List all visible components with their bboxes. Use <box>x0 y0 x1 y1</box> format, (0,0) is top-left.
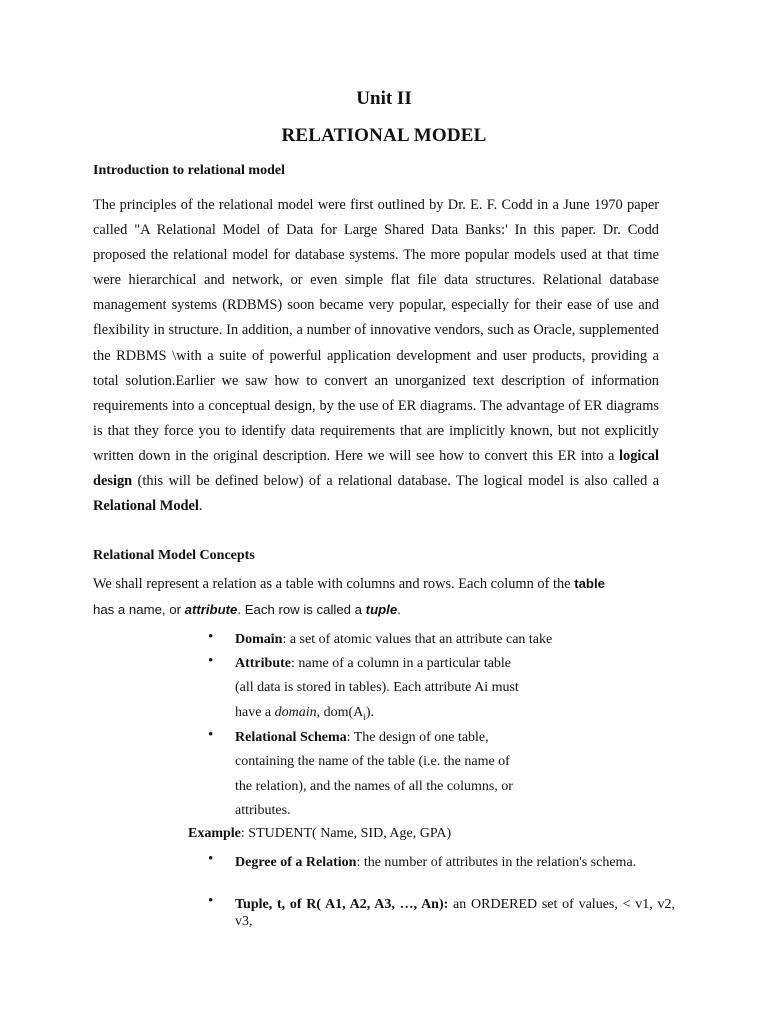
example-line: Example: STUDENT( Name, SID, Age, GPA) <box>188 826 452 841</box>
logical-design-term: logical design <box>93 447 659 490</box>
table-term: table <box>574 576 605 591</box>
tuple-term: tuple <box>365 602 398 617</box>
relational-model-term: Relational Model <box>93 498 199 515</box>
bullet-icon: • <box>208 653 214 669</box>
concepts-heading: Relational Model Concepts <box>93 548 255 563</box>
attribute-term: attribute <box>184 602 238 617</box>
concepts-text-4: . <box>397 602 401 617</box>
list-item-degree: Degree of a Relation: the number of attributes in the relation's schema. <box>235 855 637 870</box>
list-item-relational-schema: Relational Schema: The design of one table, containing the name of the table (i.e. the name of the relation), and the names of all the columns, or attributes. <box>235 730 513 819</box>
unit-title: Unit II <box>356 88 412 109</box>
concepts-text-3: . Each row is called a <box>237 602 366 617</box>
bullet-icon: • <box>208 851 214 867</box>
intro-heading: Introduction to relational model <box>93 163 285 178</box>
concepts-text-2: has a name, or <box>93 602 185 617</box>
bullet-icon: • <box>208 893 214 909</box>
intro-text-3: . <box>198 498 203 515</box>
bullet-icon: • <box>208 629 214 645</box>
intro-text-1: The principles of the relational model were first outlined by Dr. E. F. Codd in a June 1970 paper called "A Relational Model of Data for Large Shared Data Banks:' In this paper. Dr. Codd proposed the relational model for database systems. The more popular models used at that time were hierarchical and network, or even simple flat file data structures. Relational database management systems (RDBMS) soon became very popular, especially for their ease of use and flexibility in structure. In addition, a number of innovative vendors, such as Oracle, supplemented the RDBMS \with a suite of powerful application development and user products, providing a total solution.Earlier we saw how to convert an unorganized text description of information requirements into a conceptual design, by the use of ER diagrams. The advantage of ER diagrams is that they force you to identify data requirements that are implicitly known, but not explicitly written down in the original description. Here we will see how to convert this ER into a <box>93 197 659 464</box>
list-item-attribute: Attribute: name of a column in a particular table (all data is stored in tables). Each attribute Ai must have a domain, $dom(A_i)$. <box>235 656 519 722</box>
intro-text-2: (this will be defined below) of a relational database. The logical model is also called a <box>132 473 659 490</box>
list-item-tuple: Tuple, t, of R( A1, A2, A3, …, An): an ORDERED set of values, < v1, v2, v3, <box>235 897 675 929</box>
page-title: RELATIONAL MODEL <box>281 125 487 146</box>
bullet-icon: • <box>208 727 214 743</box>
list-item-domain: Domain: a set of atomic values that an attribute can take <box>235 632 553 647</box>
concepts-text-1: We shall represent a relation as a table with columns and rows. Each column of the <box>93 576 575 592</box>
intro-paragraph <box>93 193 659 519</box>
concepts-paragraph <box>93 571 659 623</box>
